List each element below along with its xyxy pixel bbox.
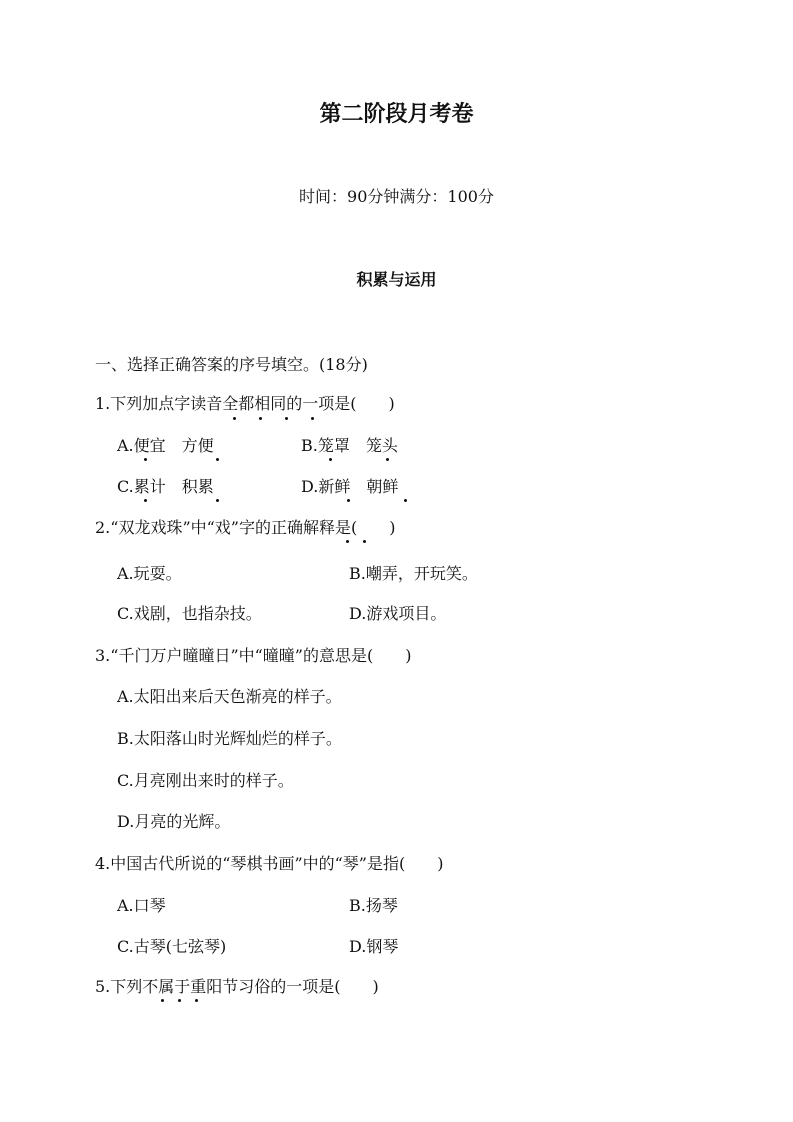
question-1-option-a: A.便宜 方便 [117,436,214,455]
emphasis-dot [363,540,366,543]
part1-heading: 一、选择正确答案的序号填空。(18分) [95,355,368,374]
question-3-option-d: D.月亮的光辉。 [117,812,231,831]
question-3-option-a: A.太阳出来后天色渐亮的样子。 [117,687,342,706]
question-3-option-c: C.月亮刚出来时的样子。 [117,771,294,790]
emphasis-dot [347,499,350,502]
question-1-option-b: B.笼罩 笼头 [301,436,398,455]
emphasis-dot [386,458,389,461]
question-3-option-b: B.太阳落山时光辉灿烂的样子。 [117,729,342,748]
question-1-option-d: D.新鲜 朝鲜 [301,477,399,496]
question-4-option-a: A.口琴 [117,896,166,915]
section-heading: 积累与运用 [356,270,437,289]
question-4-option-c: C.古琴(七弦琴) [117,937,227,956]
emphasis-dot [285,417,288,420]
emphasis-dot [161,999,164,1002]
emphasis-dot [311,417,314,420]
emphasis-dot [144,499,147,502]
question-2-option-b: B.嘲弄，开玩笑。 [349,564,478,583]
question-2-stem: 2.“双龙戏珠”中“戏”字的正确解释是( ) [95,518,396,537]
question-1-stem: 1.下列加点字读音全都相同的一项是( ) [95,394,395,413]
question-2-option-c: C.戏剧，也指杂技。 [117,604,262,623]
question-4-option-d: D.钢琴 [349,937,399,956]
emphasis-dot [216,499,219,502]
emphasis-dot [195,999,198,1002]
question-2-option-a: A.玩耍。 [117,564,182,583]
question-4-stem: 4.中国古代所说的“琴棋书画”中的“琴”是指( ) [95,854,444,873]
question-5-stem: 5.下列不属于重阳节习俗的一项是( ) [95,977,379,996]
emphasis-dot [259,417,262,420]
emphasis-dot [404,499,407,502]
question-4-option-b: B.扬琴 [349,896,398,915]
emphasis-dot [144,458,147,461]
emphasis-dot [233,417,236,420]
emphasis-dot [329,458,332,461]
question-3-stem: 3.“千门万户曈曈日”中“曈曈”的意思是( ) [95,646,412,665]
emphasis-dot [178,999,181,1002]
exam-meta: 时间：90分钟满分：100分 [299,187,494,206]
emphasis-dot [346,540,349,543]
question-1-option-c: C.累计 积累 [117,477,214,496]
emphasis-dot [216,458,219,461]
page-title: 第二阶段月考卷 [319,102,474,127]
question-2-option-d: D.游戏项目。 [349,604,447,623]
